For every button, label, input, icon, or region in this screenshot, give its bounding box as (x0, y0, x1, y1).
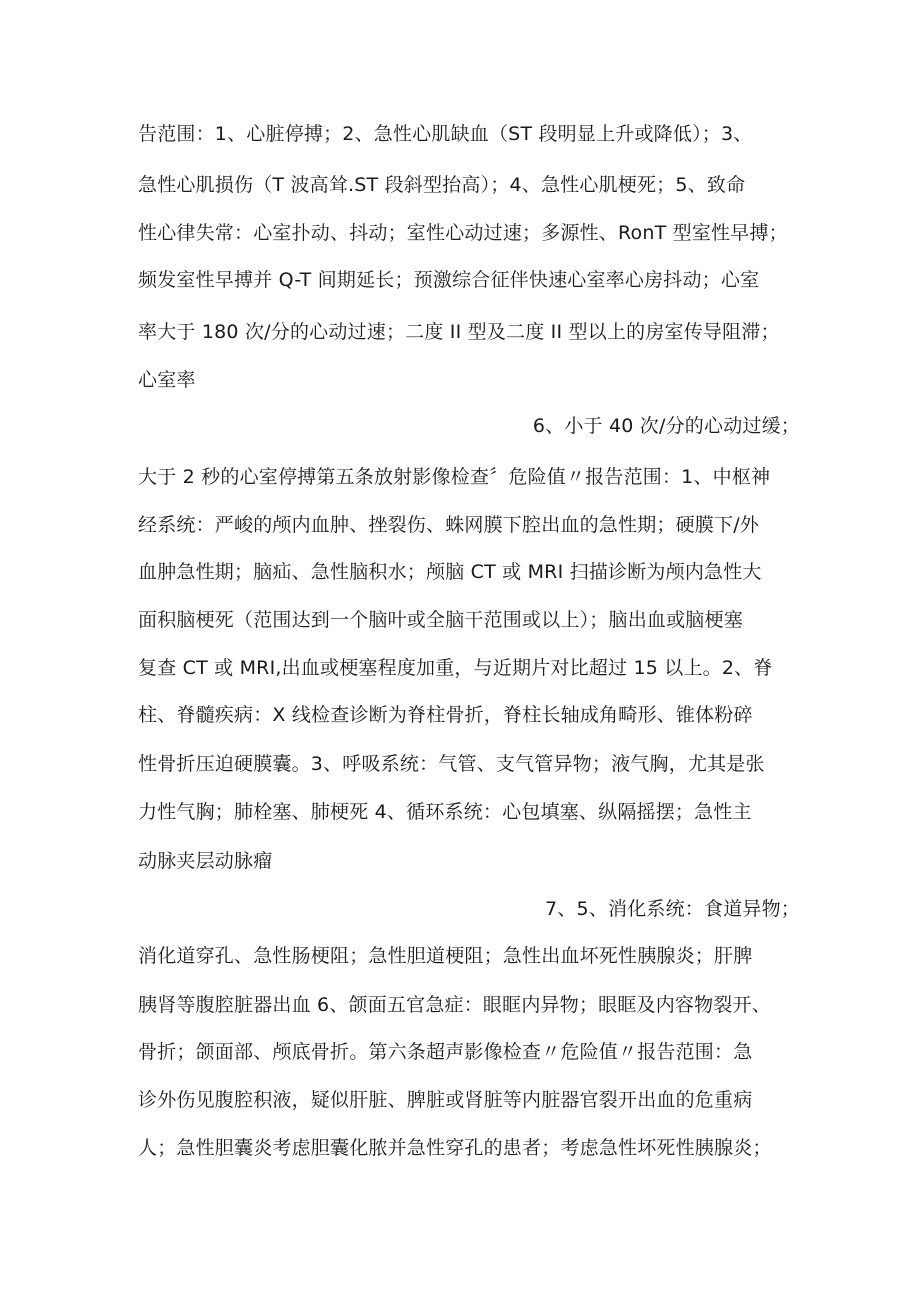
text-line: 7、5、消化系统：食道异物； (545, 898, 800, 920)
text-line: 动脉夹层动脉瘤 (138, 850, 273, 872)
text-line: 心室率 (138, 369, 196, 391)
text-line: 性心律失常：心室扑动、抖动；室性心动过速；多源性、RonT 型室性早搏； (138, 222, 788, 244)
text-line: 面积脑梗死（范围达到一个脑叶或全脑干范围或以上）；脑出血或脑梗塞 (138, 609, 743, 631)
text-line: 6、小于 40 次/分的心动过缓； (532, 415, 800, 437)
text-line: 骨折；颌面部、颅底骨折。第六条超声影像检查〃危险值〃报告范围：急 (138, 1041, 753, 1063)
text-line: 经系统：严峻的颅内血肿、挫裂伤、蛛网膜下腔出血的急性期；硬膜下/外 (138, 514, 760, 536)
text-line: 柱、脊髓疾病：X 线检查诊断为脊柱骨折，脊柱长轴成角畸形、锥体粉碎 (138, 704, 753, 726)
text-line: 人；急性胆囊炎考虑胆囊化脓并急性穿孔的患者；考虑急性坏死性胰腺炎； (138, 1137, 772, 1159)
text-line: 率大于 180 次/分的心动过速；二度 II 型及二度 II 型以上的房室传导阻滞； (138, 321, 780, 343)
text-line: 急性心肌损伤（T 波高耸.ST 段斜型抬高）；4、急性心肌梗死；5、致命 (138, 174, 746, 196)
text-line: 复查 CT 或 MRI,出血或梗塞程度加重，与近期片对比超过 15 以上。2、脊 (138, 657, 773, 679)
text-line: 消化道穿孔、急性肠梗阻；急性胆道梗阻；急性出血坏死性胰腺炎；肝脾 (138, 945, 753, 967)
text-line: 大于 2 秒的心室停搏第五条放射影像检查〞危险值〃报告范围：1、中枢神 (138, 466, 771, 488)
text-line: 血肿急性期；脑疝、急性脑积水；颅脑 CT 或 MRI 扫描诊断为颅内急性大 (138, 561, 762, 583)
text-line: 性骨折压迫硬膜囊。3、呼吸系统：气管、支气管异物；液气胸，尤其是张 (138, 753, 765, 775)
text-line: 频发室性早搏并 Q-T 间期延长；预激综合征伴快速心室率心房抖动；心室 (138, 269, 760, 291)
text-line: 诊外伤见腹腔积液，疑似肝脏、脾脏或肾脏等内脏器官裂开出血的危重病 (138, 1089, 753, 1111)
text-line: 告范围：1、心脏停搏；2、急性心肌缺血（ST 段明显上升或降低）；3、 (138, 123, 753, 145)
text-line: 胰肾等腹腔脏器出血 6、颌面五官急症：眼眶内异物；眼眶及内容物裂开、 (138, 994, 771, 1016)
text-line: 力性气胸；肺栓塞、肺梗死 4、循环系统：心包填塞、纵隔摇摆；急性主 (138, 801, 752, 823)
